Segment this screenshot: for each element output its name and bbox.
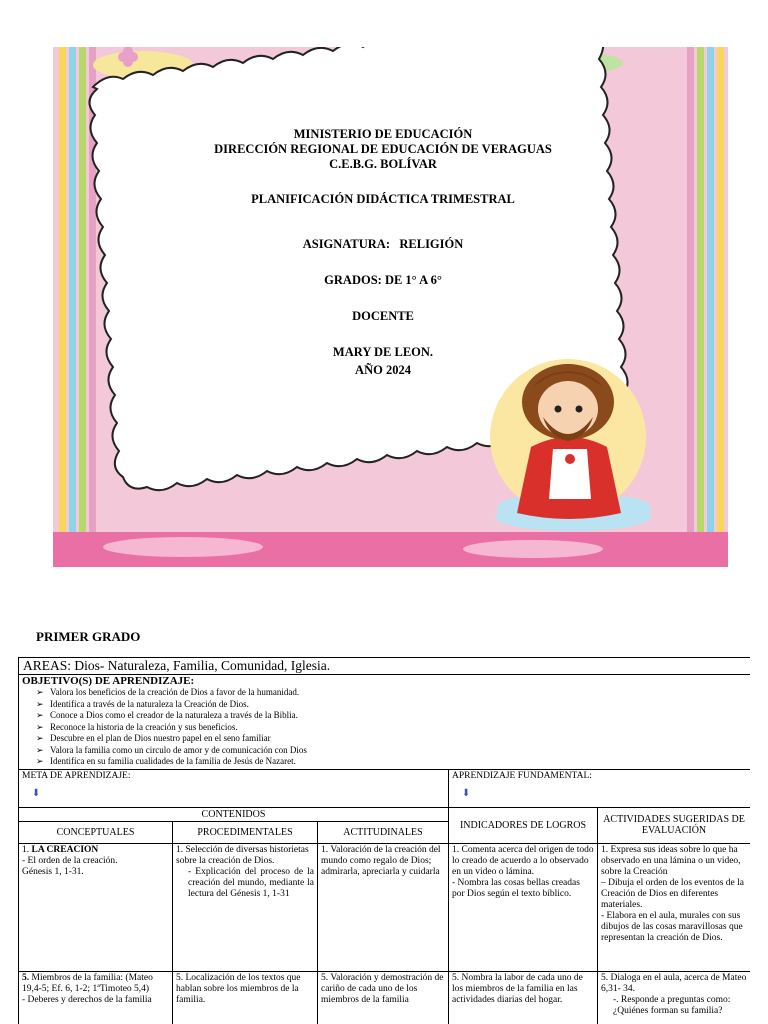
actitudinal-cell-1: 1. Valoración de la creación del mundo como regalo de Dios; admirarla, apreciarla y cuidarla	[318, 843, 449, 971]
indicador-text: 1. Comenta acerca del origen de todo lo creado de acuerdo a lo observado en un video o lámina.	[452, 844, 594, 877]
teacher-name: MARY DE LEON.	[332, 345, 434, 359]
actividades-cell-5	[598, 971, 751, 1024]
bullet-mark-icon: ⬇	[462, 787, 471, 799]
actividad-text: 1. Expresa sus ideas sobre lo que ha observado en una lámina o un video, sobre la Creación	[601, 844, 741, 877]
conceptual-cell-5	[19, 971, 173, 1024]
plan-title: PLANIFICACIÓN DIDÁCTICA TRIMESTRAL	[251, 192, 515, 206]
meta-cell	[19, 769, 449, 807]
objective-item: ➢ Descubre en el plan de Dios nuestro papel en el seno familiar	[50, 733, 747, 745]
ministry-heading: MINISTERIO DE EDUCACIÓN	[293, 127, 473, 141]
indicador-cell-1	[449, 843, 598, 971]
actitudinal-cell-5: 5. Valoración y demostración de cariño de cada uno de los miembros de la familia	[318, 971, 449, 1024]
fundamental-label: APRENDIZAJE FUNDAMENTAL:	[452, 770, 592, 781]
conceptual-extra: - Deberes y derechos de la familia	[22, 994, 152, 1005]
actividad-text: - Elabora en el aula, murales con sus dibujos de las cosas maravillosas que representan la creación de Dios.	[601, 910, 743, 943]
conceptual-line: - El orden de la creación.	[22, 855, 118, 866]
objectives-title: OBJETIVO(S) DE APRENDIZAJE:	[22, 675, 195, 687]
conceptual-line: Génesis 1, 1-31.	[22, 866, 84, 877]
areas-cell: AREAS: Dios- Naturaleza, Familia, Comunidad, Iglesia.	[19, 658, 751, 675]
cover-page	[53, 47, 728, 567]
contenidos-header: CONTENIDOS	[19, 807, 449, 821]
actividades-cell-1	[598, 843, 751, 971]
objective-item: ➢ Conoce a Dios como el creador de la naturaleza a través de la Biblia.	[50, 710, 747, 722]
year-label: AÑO 2024	[355, 363, 411, 377]
actividad-text: -. Responde a preguntas como: ¿Quiénes forman su familia?	[613, 994, 731, 1016]
indicadores-header: INDICADORES DE LOGROS	[449, 807, 598, 843]
objective-item: ➢ Identifica a través de la naturaleza la Creación de Dios.	[50, 699, 747, 711]
indicador-cell-5: 5. Nombra la labor de cada uno de los miembros de la familia en las actividades diarias del hogar.	[449, 971, 598, 1024]
conceptual-number: 1.	[22, 844, 32, 855]
conceptual-number: 5.	[22, 972, 30, 983]
fundamental-cell	[449, 769, 751, 807]
cover-decorative-frame	[53, 47, 728, 567]
conceptual-text: Miembros de la familia: (Mateo 19,4-5; Ef. 6, 1-2; 1ªTimoteo 5,4)	[22, 972, 153, 994]
actitudinales-header: ACTITUDINALES	[318, 821, 449, 843]
direction-heading: DIRECCIÓN REGIONAL DE EDUCACIÓN DE VERAGUAS	[214, 142, 552, 156]
procedimental-cell-5: 5. Localización de los textos que hablan sobre los miembros de la familia.	[173, 971, 318, 1024]
bullet-mark-icon: ⬇	[32, 787, 41, 799]
planning-table-wrapper	[18, 657, 750, 1024]
actividades-header: ACTIVIDADES SUGERIDAS DE EVALUACIÓN	[598, 807, 751, 843]
conceptual-title: LA CREACION	[31, 844, 99, 855]
conceptual-cell-1	[19, 843, 173, 971]
teacher-label: DOCENTE	[352, 309, 414, 323]
objectives-list	[22, 687, 747, 768]
conceptuales-header: CONCEPTUALES	[19, 821, 173, 843]
procedimentales-header: PROCEDIMENTALES	[173, 821, 318, 843]
grades-label: GRADOS: DE 1° A 6°	[324, 273, 442, 287]
planning-table	[18, 657, 750, 1024]
actividad-text: – Dibuja el orden de los eventos de la Creación de Dios en diferentes materiales.	[601, 877, 744, 910]
actividad-text: 5. Dialoga en el aula, acerca de Mateo 6,31- 34.	[601, 972, 747, 994]
procedimental-text: - Explicación del proceso de la creación del mundo, mediante la lectura del Génesis 1, 1-31	[188, 866, 314, 899]
procedimental-text: 1. Selección de diversas historietas sobre la creación de Dios.	[176, 844, 309, 866]
objective-item: ➢ Valora los beneficios de la creación de Dios a favor de la humanidad.	[50, 687, 747, 699]
procedimental-cell-1	[173, 843, 318, 971]
indicador-text: - Nombra las cosas bellas creadas por Dios según el texto bíblico.	[452, 877, 580, 899]
objective-item: ➢ Identifica en su familia cualidades de la familia de Jesús de Nazaret.	[50, 756, 747, 768]
meta-label: META DE APRENDIZAJE:	[22, 770, 131, 781]
objectives-cell	[19, 675, 751, 770]
grade-title: PRIMER GRADO	[36, 629, 141, 644]
school-heading: C.E.B.G. BOLÍVAR	[329, 157, 437, 171]
objective-item: ➢ Valora la familia como un circulo de amor y de comunicación con Dios	[50, 745, 747, 757]
objective-item: ➢ Reconoce la historia de la creación y sus beneficios.	[50, 722, 747, 734]
subject-label: ASIGNATURA: RELIGIÓN	[302, 237, 464, 251]
